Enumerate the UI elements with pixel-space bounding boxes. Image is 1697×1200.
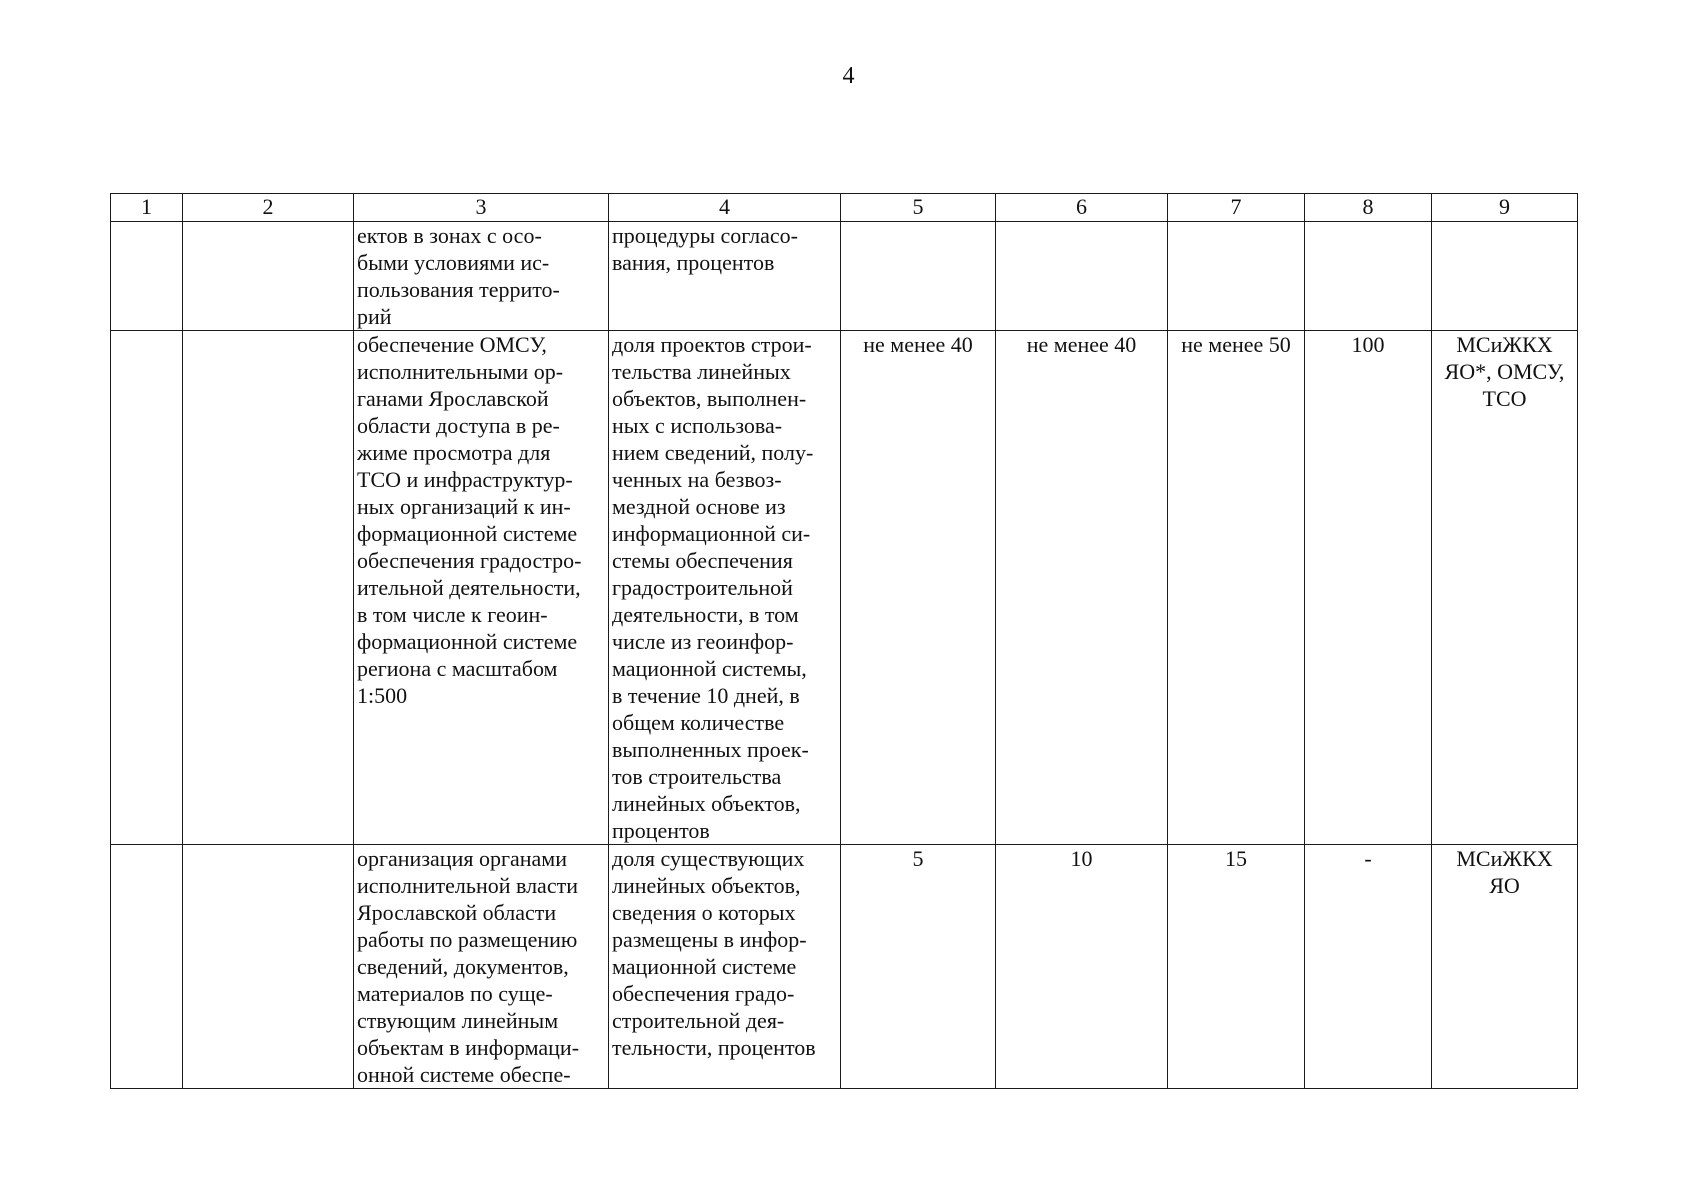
value-cell-col6 [996, 222, 1168, 331]
column-header-9: 9 [1432, 194, 1578, 222]
value-cell-col5: не менее 40 [841, 331, 996, 845]
table-row [111, 331, 1578, 845]
column-header-2: 2 [183, 194, 354, 222]
measure-description-cell: обеспечение ОМСУ, исполнительными ор- ганами Ярославской области доступа в ре- жиме просмотра для ТСО и инфраструктур- ных организаций к ин- формационной системе обеспечения градостро- ительной деятельности, в том числе к геоин- формационной системе региона с масштабом 1:500 [354, 331, 609, 845]
table-cell-col2 [183, 331, 354, 845]
column-header-6: 6 [996, 194, 1168, 222]
value-cell-col6: не менее 40 [996, 331, 1168, 845]
value-cell-col8: - [1305, 845, 1432, 1089]
responsible-cell: МСиЖКХ ЯО*, ОМСУ, ТСО [1432, 331, 1578, 845]
value-cell-col8: 100 [1305, 331, 1432, 845]
value-cell-col7: 15 [1168, 845, 1305, 1089]
indicator-description-cell: процедуры согласо- вания, процентов [609, 222, 841, 331]
column-header-5: 5 [841, 194, 996, 222]
column-header-8: 8 [1305, 194, 1432, 222]
indicators-table [110, 193, 1578, 1089]
table-cell-col1 [111, 222, 183, 331]
value-cell-col5 [841, 222, 996, 331]
value-cell-col7 [1168, 222, 1305, 331]
responsible-cell [1432, 222, 1578, 331]
value-cell-col6: 10 [996, 845, 1168, 1089]
indicator-description-cell: доля проектов строи- тельства линейных объектов, выполнен- ных с использова- нием сведений, полу- ченных на безвоз- мездной основе из информационной си- стемы обеспечения градостроительной деятельности, в том числе из геоинфор- мационной системы, в течение 10 дней, в общем количестве выполненных проек- тов строительства линейных объектов, процентов [609, 331, 841, 845]
page-number: 4 [842, 63, 855, 89]
column-header-3: 3 [354, 194, 609, 222]
table-cell-col1 [111, 331, 183, 845]
column-header-4: 4 [609, 194, 841, 222]
value-cell-col5: 5 [841, 845, 996, 1089]
column-header-7: 7 [1168, 194, 1305, 222]
value-cell-col8 [1305, 222, 1432, 331]
indicator-description-cell: доля существующих линейных объектов, сведения о которых размещены в инфор- мационной системе обеспечения градо- строительной дея- тельности, процентов [609, 845, 841, 1089]
table-row [111, 845, 1578, 1089]
table-cell-col2 [183, 845, 354, 1089]
table-cell-col2 [183, 222, 354, 331]
column-number-row [111, 194, 1578, 222]
column-header-1: 1 [111, 194, 183, 222]
responsible-cell: МСиЖКХ ЯО [1432, 845, 1578, 1089]
table-row [111, 222, 1578, 331]
measure-description-cell: ектов в зонах с осо- быми условиями ис- пользования террито- рий [354, 222, 609, 331]
measure-description-cell: организация органами исполнительной власти Ярославской области работы по размещению сведений, документов, материалов по суще- ствующим линейным объектам в информаци- онной системе обеспе- [354, 845, 609, 1089]
value-cell-col7: не менее 50 [1168, 331, 1305, 845]
table-cell-col1 [111, 845, 183, 1089]
